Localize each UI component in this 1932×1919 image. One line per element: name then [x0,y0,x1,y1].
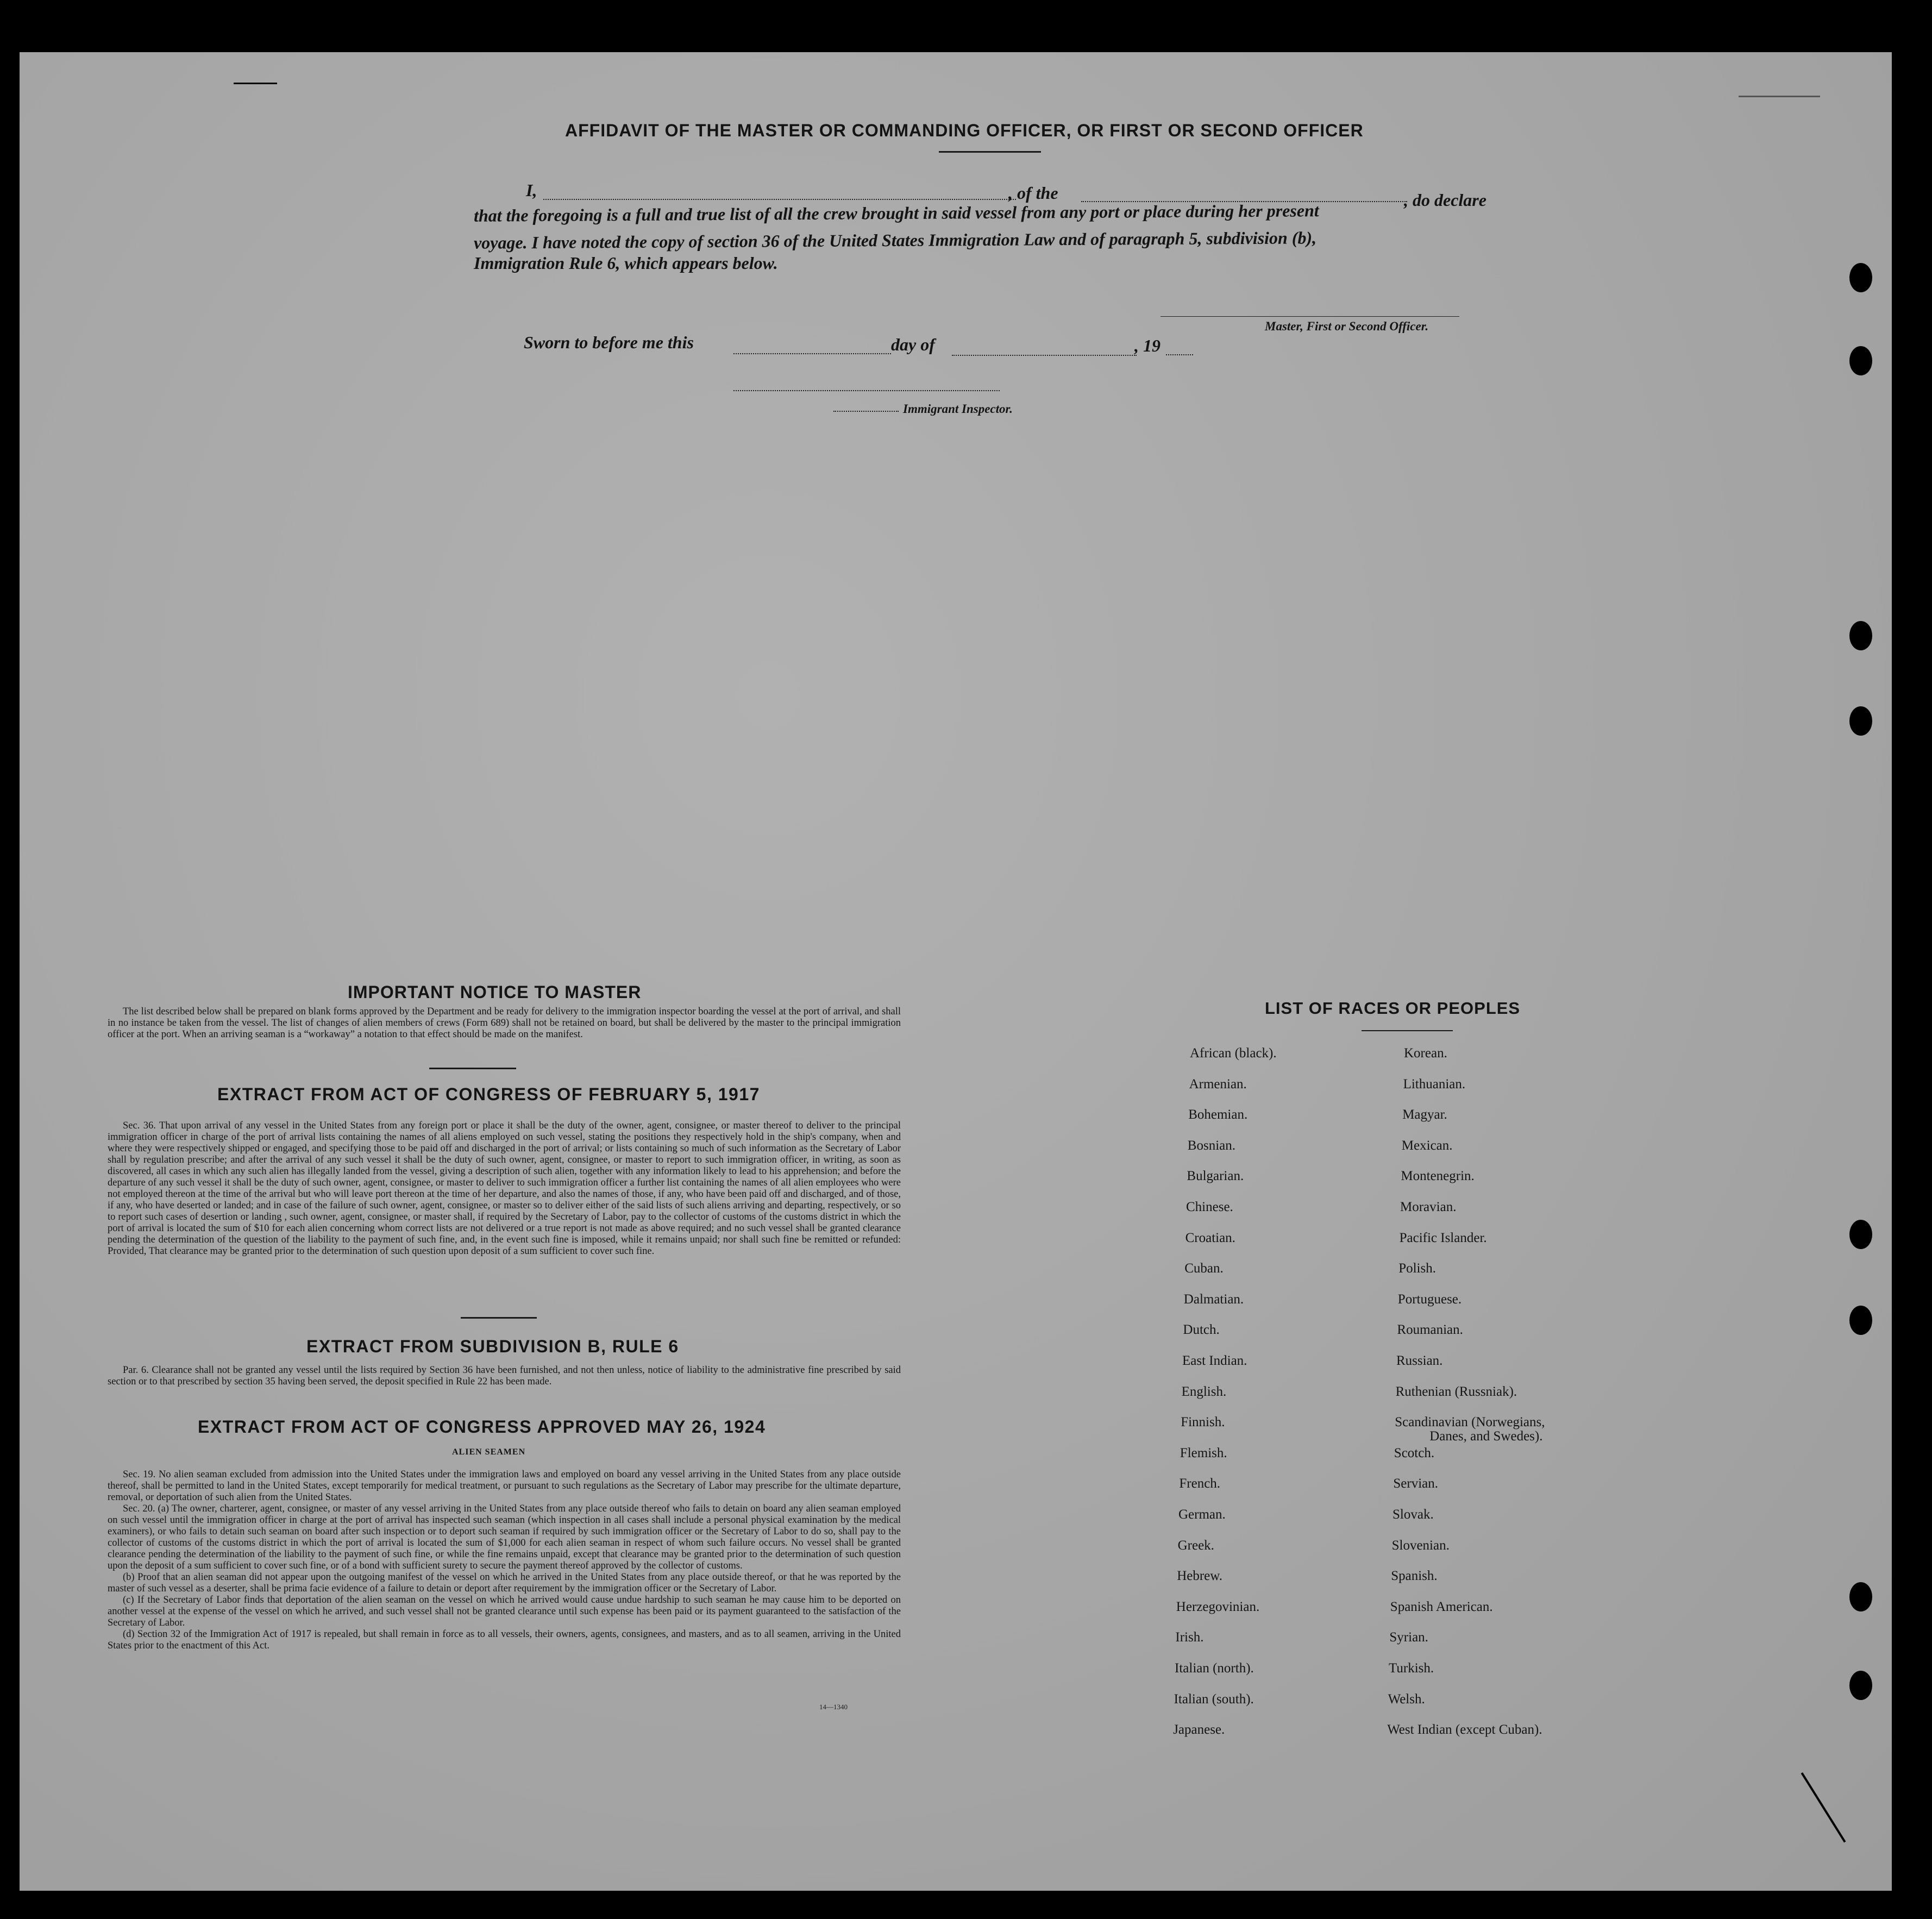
binder-hole [1849,1582,1872,1611]
affidavit-line-3: voyage. I have noted the copy of section 36 of the United States Immigration Law and of paragraph 5, subdivision (b), [473,228,1317,253]
sworn-month-blank[interactable] [952,355,1137,356]
notice-title: IMPORTANT NOTICE TO MASTER [348,982,642,1002]
race-entry: Roumanian. [1397,1322,1463,1338]
inspector-label: Immigrant Inspector. [903,402,1013,416]
form-number: 14—1340 [819,1703,848,1711]
extract-1924-title: EXTRACT FROM ACT OF CONGRESS APPROVED MAY 26, 1924 [198,1417,766,1437]
races-divider [1362,1030,1453,1031]
race-entry: Turkish. [1389,1661,1434,1676]
affidavit-line-4: Immigration Rule 6, which appears below. [474,253,778,273]
race-entry: Bosnian. [1187,1138,1235,1153]
extract-1924-sec20c: (c) If the Secretary of Labor finds that deportation of the alien seaman on the vessel on which he arrived would cause undue hardship to such seaman he may cause him to be deported on another vessel at the expense of the vessel on which he arrived, and such vessel shall not be granted clearance until such expense has been paid or its payment guaranteed to the satisfaction of the Secretary of Labor. [108,1595,901,1628]
race-entry: Slovenian. [1391,1538,1450,1553]
race-entry: German. [1178,1507,1226,1522]
race-entry: Scandinavian (Norwegians, [1395,1415,1545,1430]
race-entry: Pacific Islander. [1399,1230,1487,1245]
section-divider [461,1317,537,1319]
alien-seamen-subtitle: ALIEN SEAMEN [452,1447,526,1457]
binder-hole [1849,263,1872,292]
race-entry: Dutch. [1183,1322,1220,1338]
race-entry: Russian. [1396,1353,1443,1368]
corner-mark [1739,96,1820,97]
race-entry: Scotch. [1394,1445,1435,1460]
affidavit-line-2: that the foregoing is a full and true list of all the crew brought in said vessel from any port or place during her present [473,200,1319,225]
race-entry: Italian (north). [1175,1661,1254,1676]
race-entry: Magyar. [1402,1107,1447,1122]
master-signature-label: Master, First or Second Officer. [1265,319,1429,333]
binder-hole [1849,706,1872,736]
race-entry: Syrian. [1389,1630,1428,1645]
race-entry: Portuguese. [1397,1291,1462,1307]
binder-hole [1849,346,1872,375]
race-entry: English. [1181,1384,1227,1399]
race-entry: Flemish. [1180,1445,1227,1460]
title-divider [939,151,1041,153]
race-entry: Japanese. [1173,1722,1225,1738]
sworn-year-blank[interactable] [1166,354,1193,355]
race-entry: Moravian. [1400,1200,1457,1214]
sworn-text: Sworn to before me this [524,333,694,352]
race-entry: Bohemian. [1188,1107,1248,1122]
master-signature-line[interactable] [1161,316,1459,317]
notice-body [108,1006,901,1040]
race-entry: Lithuanian. [1403,1076,1466,1092]
extract-1924-sec20d: (d) Section 32 of the Immigration Act of 1917 is repealed, but shall remain in force as to all vessels, their owners, agents, consignees, and masters, and as to all seamen, arriving in the United States prior to the enactment of this Act. [108,1629,901,1651]
binder-hole [1849,1306,1872,1335]
race-entry: West Indian (except Cuban). [1387,1722,1542,1738]
extract-1917-title: EXTRACT FROM ACT OF CONGRESS OF FEBRUARY 5, 1917 [217,1084,760,1104]
race-entry: Spanish American. [1390,1599,1493,1614]
race-entry: Greek. [1177,1538,1214,1553]
name-blank[interactable] [543,199,1016,200]
race-entry: Mexican. [1401,1138,1453,1153]
sworn-day-blank[interactable] [733,353,891,354]
corner-mark [234,83,277,84]
race-entry: Montenegrin. [1401,1169,1475,1184]
race-entry: Irish. [1175,1630,1204,1645]
affidavit-of-the: , of the [1008,183,1058,203]
race-entry: Italian (south). [1174,1691,1254,1707]
race-entry: Herzegovinian. [1176,1599,1260,1614]
race-entry: Cuban. [1184,1261,1224,1276]
extract-1917-text: Sec. 36. That upon arrival of any vessel in the United States from any foreign port or place it shall be the duty of the owner, agent, consignee, or master thereof to deliver to the principal immigration officer in charge of the port of arrival lists containing the names of all aliens employed on such vessel, stating the positions they respectively hold in the ship's company, when and where they were respectively shipped or engaged, and specifying those to be paid off and discharged in the port of arrival; or lists containing so much of such information as the Secretary of Labor shall by regulation prescribe; and after the arrival of any such vessel it shall be the duty of such owner, agent, consignee, or master to report to such immigration officer, in writing, as soon as discovered, all cases in which any such alien has illegally landed from the vessel, giving a description of such alien, together with any information likely to lead to his apprehension; and before the departure of any such vessel it shall be the duty of such owner, agent, consignee, or master to deliver to such immigration officer a further list containing the names of all alien employees who were not employed thereon at the time of the arrival but who will leave port thereon at the time of her departure, and also the names of those, if any, who have been paid off and discharged, and of those, if any, who have deserted or landed; and in case of the failure of such owner, agent, consignee, or master so to deliver either of the said lists of such aliens arriving and departing, respectively, or so to report such cases of desertion or landing , such owner, agent, consignee, or master shall, if required by the Secretary of Labor, pay to the collector of customs of the customs district in which the port of arrival is located the sum of $10 for each alien concerning whom correct lists are not delivered or a true report is not made as above required; and no such vessel shall be granted clearance pending the determination of the question of the liability to the payment of such fine, and, in the event such fine is imposed, while it remains unpaid; nor shall such fine be remitted or refunded: Provided, That clearance may be granted prior to the determination of such question upon deposit of a sum sufficient to cover such fine. [108,1120,901,1257]
affidavit-i: I, [526,180,537,200]
inspector-signature-line-2[interactable] [833,411,899,412]
notice-text: The list described below shall be prepared on blank forms approved by the Department and be ready for delivery to the immigration inspector boarding the vessel at the port of arrival, and shall in no instance be taken from the vessel. The list of changes of alien members of crews (Form 689) shall not be retained on board, but shall be delivered by the master to the principal immigration officer at the port. When an arriving seaman is a “workaway” a notation to that effect should be made on the manifest. [108,1006,901,1040]
extract-rule6-text: Par. 6. Clearance shall not be granted any vessel until the lists required by Section 36 have been furnished, and not then unless, notice of liability to the administrative fine prescribed by said section or to that prescribed by section 35 having been served, the deposit specified in Rule 22 has been made. [108,1365,901,1387]
races-title: LIST OF RACES OR PEOPLES [1265,999,1521,1018]
binder-hole [1849,1671,1872,1700]
race-entry: Slovak. [1392,1507,1434,1522]
extract-1924-sec20a: Sec. 20. (a) The owner, charterer, agent, consignee, or master of any vessel arriving in the United States from any place outside thereof who fails to detain on board any alien seaman employed on such vessel until the immigration officer in charge at the port of arrival has inspected such seaman (which inspection in all cases shall include a personal physical examination by the medical examiners), or who fails to detain such seaman on board after such inspection or to deport such seaman if required by such immigration officer or the Secretary of Labor to do so, shall pay to the collector of customs of the customs district in which the port of arrival is located the sum of $1,000 for each alien seaman in respect of whom such failure occurs. No vessel shall be granted clearance pending the determination of the liability to the payment of such fine, or while the fine remains unpaid, except that clearance may be granted prior to the determination of such question upon the deposit of a sum sufficient to cover such fine, or of a bond with sufficient surety to secure the payment thereof approved by the collector of customs. [108,1503,901,1571]
extract-rule6-title: EXTRACT FROM SUBDIVISION B, RULE 6 [306,1337,679,1356]
race-entry: Spanish. [1391,1569,1438,1584]
binder-hole [1849,1220,1872,1249]
extract-1917-body [108,1120,901,1257]
race-entry: French. [1179,1476,1221,1491]
extract-1924-body [108,1469,901,1652]
inspector-signature-line[interactable] [733,390,1000,391]
race-entry: African (black). [1190,1046,1277,1061]
race-entry: Croatian. [1185,1230,1235,1245]
race-entry: Danes, and Swedes). [1429,1429,1543,1444]
race-entry: Hebrew. [1177,1569,1222,1584]
race-entry: Finnish. [1181,1415,1225,1430]
race-entry: Bulgarian. [1187,1169,1244,1184]
race-entry: East Indian. [1182,1353,1247,1368]
race-entry: Ruthenian (Russniak). [1395,1384,1517,1399]
affidavit-title: AFFIDAVIT OF THE MASTER OR COMMANDING OFFICER, OR FIRST OR SECOND OFFICER [565,121,1364,140]
race-entry: Welsh. [1388,1691,1425,1707]
race-entry: Servian. [1393,1476,1439,1491]
affidavit-do-declare: , do declare [1404,190,1486,210]
race-entry: Dalmatian. [1183,1291,1244,1307]
extract-1924-sec19: Sec. 19. No alien seaman excluded from admission into the United States under the immigration laws and employed on board any vessel arriving in the United States from any place outside thereof, shall be permitted to land in the United States, except temporarily for medical treatment, or pursuant to such regulations as the Secretary of Labor may prescribe for the ultimate departure, removal, or deportation of such alien from the United States. [108,1469,901,1503]
race-entry: Korean. [1404,1046,1447,1061]
race-entry: Polish. [1398,1261,1436,1276]
extract-rule6-body [108,1365,901,1388]
sworn-year: , 19 [1134,336,1161,355]
race-entry: Chinese. [1186,1200,1233,1214]
extract-1924-sec20b: (b) Proof that an alien seaman did not appear upon the outgoing manifest of the vessel on which he arrived in the United States from any place outside thereof, or that he was reported by the master of such vessel as a deserter, shall be prima facie evidence of a failure to detain or deport after requirement by the immigration officer or the Secretary of Labor. [108,1572,901,1594]
binder-hole [1849,621,1872,650]
race-entry: Armenian. [1189,1076,1247,1092]
section-divider [429,1068,516,1069]
sworn-day-of: day of [891,335,935,354]
